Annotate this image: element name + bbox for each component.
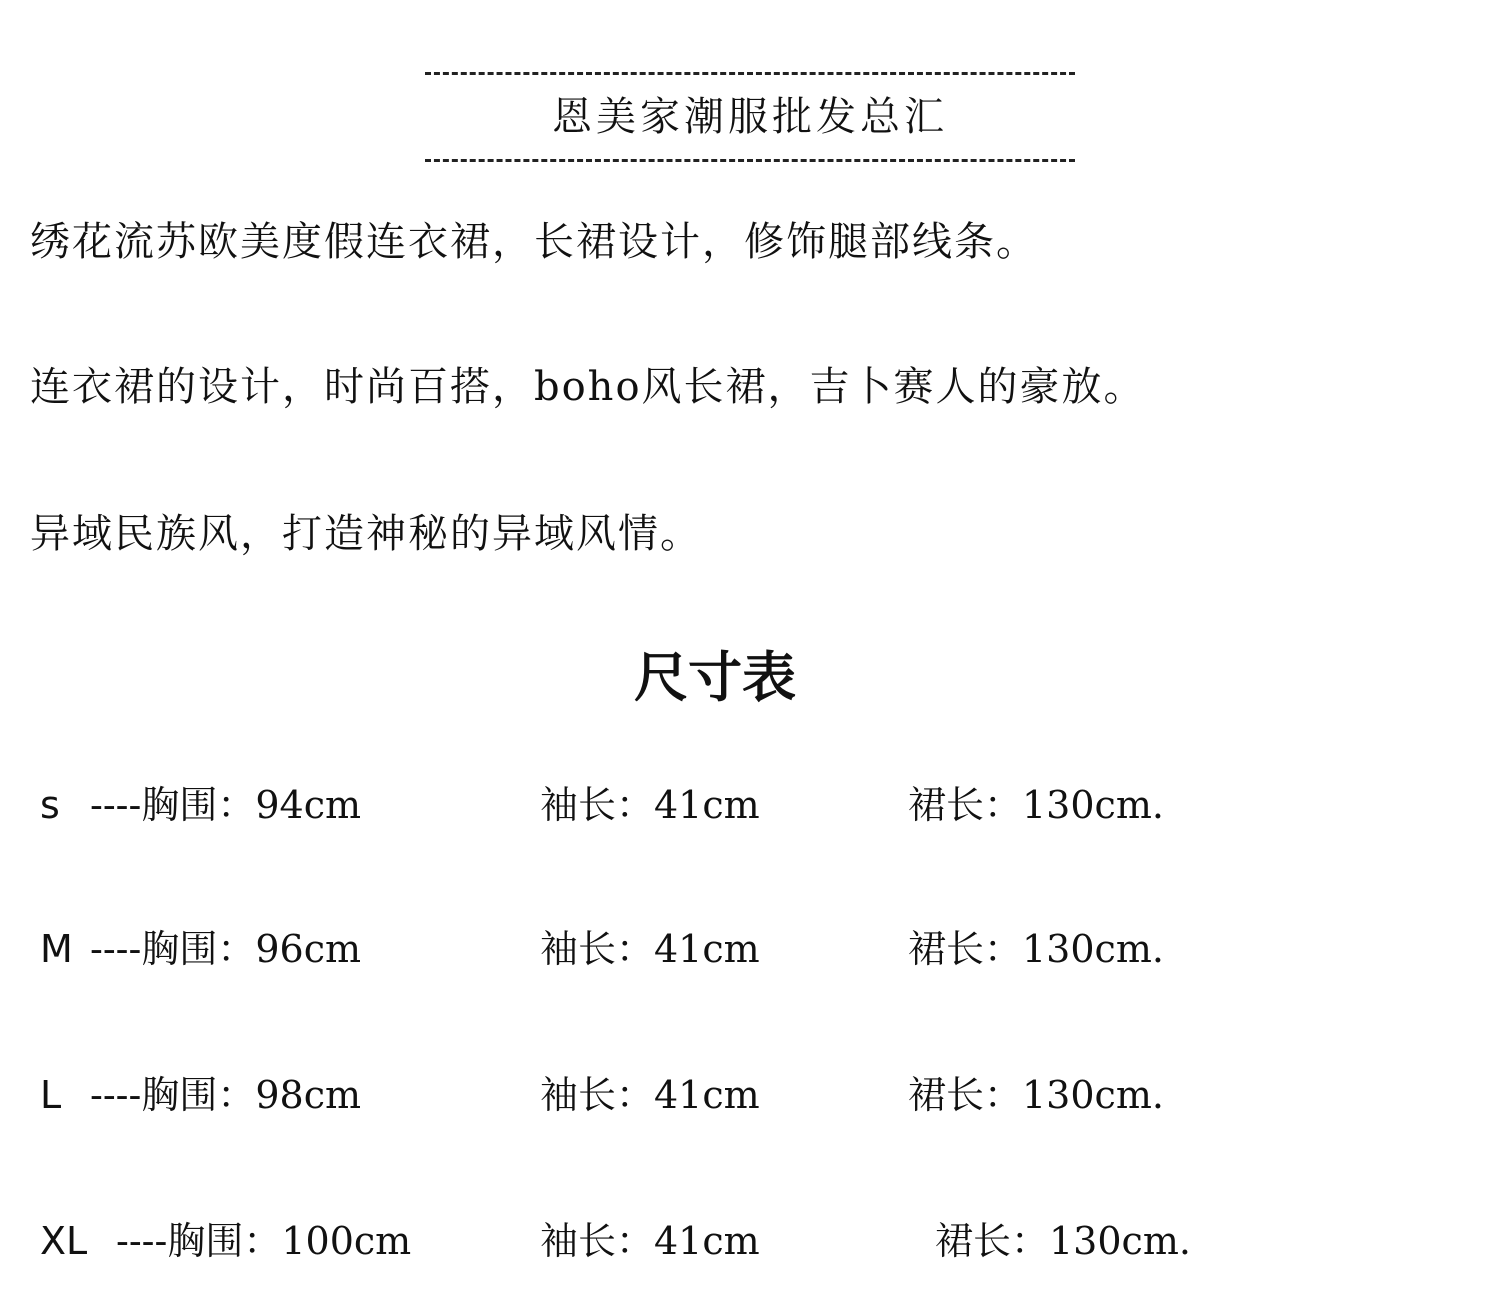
bust-measurement: ----胸围：96cm [90,927,362,971]
bust-measurement: ----胸围：100cm [116,1219,412,1263]
shop-header [0,50,1500,162]
skirt-measurement: 裙长：130cm. [935,1219,1191,1263]
shop-name: 恩美家潮服批发总汇 [552,94,948,140]
description-line-1: 绣花流苏欧美度假连衣裙，长裙设计，修饰腿部线条。 [30,219,1038,265]
size-label: M [40,927,73,971]
skirt-measurement: 裙长：130cm. [908,927,1164,971]
skirt-measurement: 裙长：130cm. [908,1073,1164,1117]
skirt-measurement: 裙长：130cm. [908,783,1164,827]
size-chart-title: 尺寸表 [634,646,796,709]
sleeve-measurement: 袖长：41cm [540,1219,760,1263]
size-label: XL [40,1219,88,1263]
size-label: L [40,1073,62,1117]
bust-measurement: ----胸围：94cm [90,783,362,827]
sleeve-measurement: 袖长：41cm [540,927,760,971]
size-label: s [40,783,60,827]
description-line-3: 异域民族风，打造神秘的异域风情。 [30,511,702,557]
sleeve-measurement: 袖长：41cm [540,1073,760,1117]
top-dashed-rule [425,72,1075,75]
bust-measurement: ----胸围：98cm [90,1073,362,1117]
bottom-dashed-rule [425,159,1075,162]
sleeve-measurement: 袖长：41cm [540,783,760,827]
description-line-2: 连衣裙的设计，时尚百搭，boho风长裙，吉卜赛人的豪放。 [30,364,1146,410]
